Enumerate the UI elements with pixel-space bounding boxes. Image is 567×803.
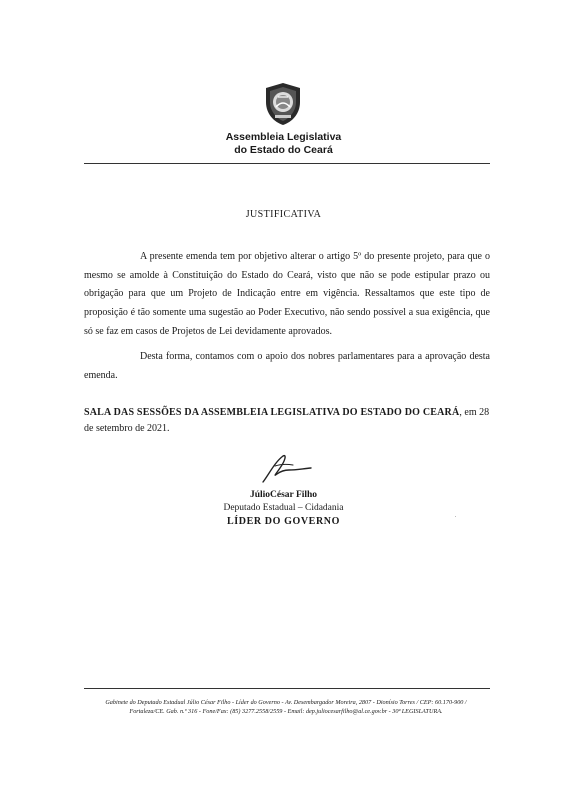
signer-role: Deputado Estadual – Cidadania: [223, 503, 344, 513]
closing-bold: SALA DAS SESSÕES DA ASSEMBLEIA LEGISLATIVA DO ESTADO DO CEARÁ: [84, 407, 460, 418]
handwritten-signature: [255, 452, 323, 486]
closing-statement: [84, 405, 490, 437]
signer-name: JúlioCésar Filho: [249, 490, 318, 500]
institution-name-line1: Assembleia Legislativa: [225, 131, 342, 143]
document-title: JUSTIFICATIVA: [245, 209, 322, 220]
paragraph-appeal: Desta forma, contamos com o apoio dos nobres parlamentares para a aprovação desta emenda.: [84, 351, 490, 381]
footer-divider: [84, 688, 490, 689]
paragraph-justification: A presente emenda tem por objetivo alterar o artigo 5º do presente projeto, para que o mesmo se amolde à Constituição do Estado do Ceará, visto que não se pode estipular prazo ou obrigação para que um Projeto de Indicação entre em vigência. Ressaltamos que este tipo de proposição é tão somente uma sugestão ao Poder Executivo, não sendo possível a sua exigência, que só se faz em casos de Projetos de Lei devidamente aprovados.: [84, 251, 490, 337]
footer-line1: Gabinete do Deputado Estadual Júlio César Filho - Líder do Governo - Av. Desembargador Moreira, 2807 - Dionísio Torres / CEP: 60.170-900 /: [105, 699, 467, 706]
closing-date: , em 28 de setembro de 2021.: [84, 407, 490, 434]
signer-position: LÍDER DO GOVERNO: [227, 516, 340, 527]
footer-address: [80, 698, 492, 716]
footer-line2: Fortaleza/CE. Gab. n.º 316 - Fone/Fax: (85) 3277.2558/2559 - Email: dep.juliocesarfilho@al.ce.gov.br - 30ª LEGISLATURA.: [129, 708, 443, 715]
institution-name-line2: do Estado do Ceará: [234, 144, 333, 156]
ceara-coat-of-arms-icon: [261, 82, 305, 126]
scan-speck: [455, 516, 456, 517]
header-divider: [84, 163, 490, 164]
